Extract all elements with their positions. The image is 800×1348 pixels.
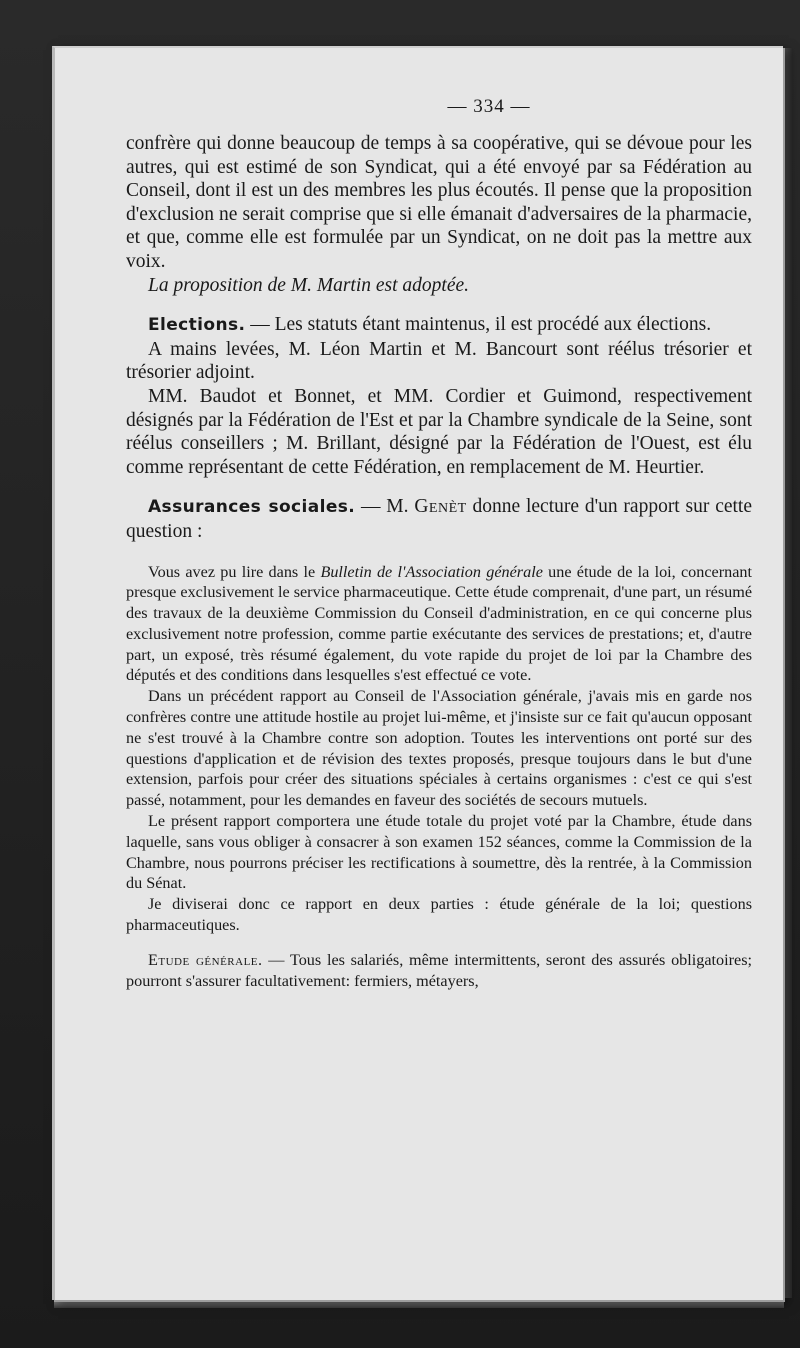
elections-paragraph-3: MM. Baudot et Bonnet, et MM. Cordier et Guimond, respectivement désignés par la Fédération de l'Est et par la Chambre syndicale de la Seine, sont réélus conseillers ; M. Brillant, désigné par la Fédération de l'Ouest, est élu comme représentant de cette Fédération, en remplacement de M. Heurtier. — [126, 385, 752, 478]
report-paragraph-2: Dans un précédent rapport au Conseil de l'Association générale, j'avais mis en garde nos confrères contre une attitude hostile au projet lui-même, et j'insiste sur ce fait qu'aucun opposant ne s'est trouvé à la Chambre contre son adoption. Toutes les interventions ont porté sur des questions d'application et de révision des textes proposés, presque toujours dans le but d'une extension, parfois pour créer des situations spéciales à certains organismes : c'est ce qui s'est passé, notamment, pour les demandes en faveur des sociétés de secours mutuels. — [126, 687, 752, 810]
page-number: — 334 — — [447, 96, 531, 117]
assurances-after-name: donne lecture d'un rapport sur cette question : — [126, 496, 752, 542]
report-paragraph-5 — [126, 950, 752, 992]
etude-generale-label: Etude générale. — [148, 950, 263, 969]
report-p1-start: Vous avez pu lire dans le — [148, 562, 321, 581]
report-paragraph-4: Je diviserai donc ce rapport en deux parties : étude générale de la loi; questions pharmaceutiques. — [126, 895, 752, 935]
elections-heading: Elections. — [148, 315, 246, 336]
assurances-heading: Assurances sociales. — [148, 497, 356, 518]
report-paragraph-3: Le présent rapport comportera une étude totale du projet voté par la Chambre, étude dans laquelle, sans vous obliger à consacrer à son examen 152 séances, comme la Commission de la Chambre, nous pourrons préciser les rectifications à soumettre, dès la rentrée, à la Commission du Sénat. — [126, 812, 752, 893]
paragraph-continuation: confrère qui donne beaucoup de temps à sa coopérative, qui se dévoue pour les autres, qui est estimé de son Syndicat, qui a été envoyé par sa Fédération au Conseil, dont il est un des membres les plus écoutés. Il pense que la proposition d'exclusion ne serait comprise que si elle émanait d'adversaires de la pharmacie, et que, comme elle est formulée par un Syndicat, on ne doit pas la mettre aux voix. — [126, 133, 752, 272]
adoption-note: La proposition de M. Martin est adoptée. — [148, 274, 470, 296]
elections-text: — Les statuts étant maintenus, il est procédé aux élections. — [245, 314, 712, 336]
report-paragraph-1 — [126, 562, 752, 687]
speaker-name: Genèt — [414, 496, 467, 518]
report-p5-text: — Tous les salariés, même intermittents, seront des assurés obligatoires; pourront s'assurer facultativement: fermiers, métayers, — [126, 950, 752, 990]
assurances-paragraph — [126, 495, 752, 543]
elections-paragraph-2: A mains levées, M. Léon Martin et M. Bancourt sont réélus trésorier et trésorier adjoint. — [126, 338, 752, 384]
report-p1-end: une étude de la loi, concernant presque exclusivement le service pharmaceutique. Cette étude comprenait, d'une part, un résumé des travaux de la deuxième Commission du Conseil d'administration, en ce qui concerne plus exclusivement notre profession, comme partie exécutante des services de prestations; et, d'autre part, un exposé, très résumé également, du vote rapide du projet de loi par la Chambre des députés et des conditions dans lesquelles s'est effectué ce vote. — [126, 562, 752, 685]
page-text — [126, 96, 752, 991]
assurances-before-name: — M. — [355, 496, 415, 518]
elections-paragraph — [126, 313, 752, 338]
bulletin-title: Bulletin de l'Association générale — [320, 562, 543, 581]
